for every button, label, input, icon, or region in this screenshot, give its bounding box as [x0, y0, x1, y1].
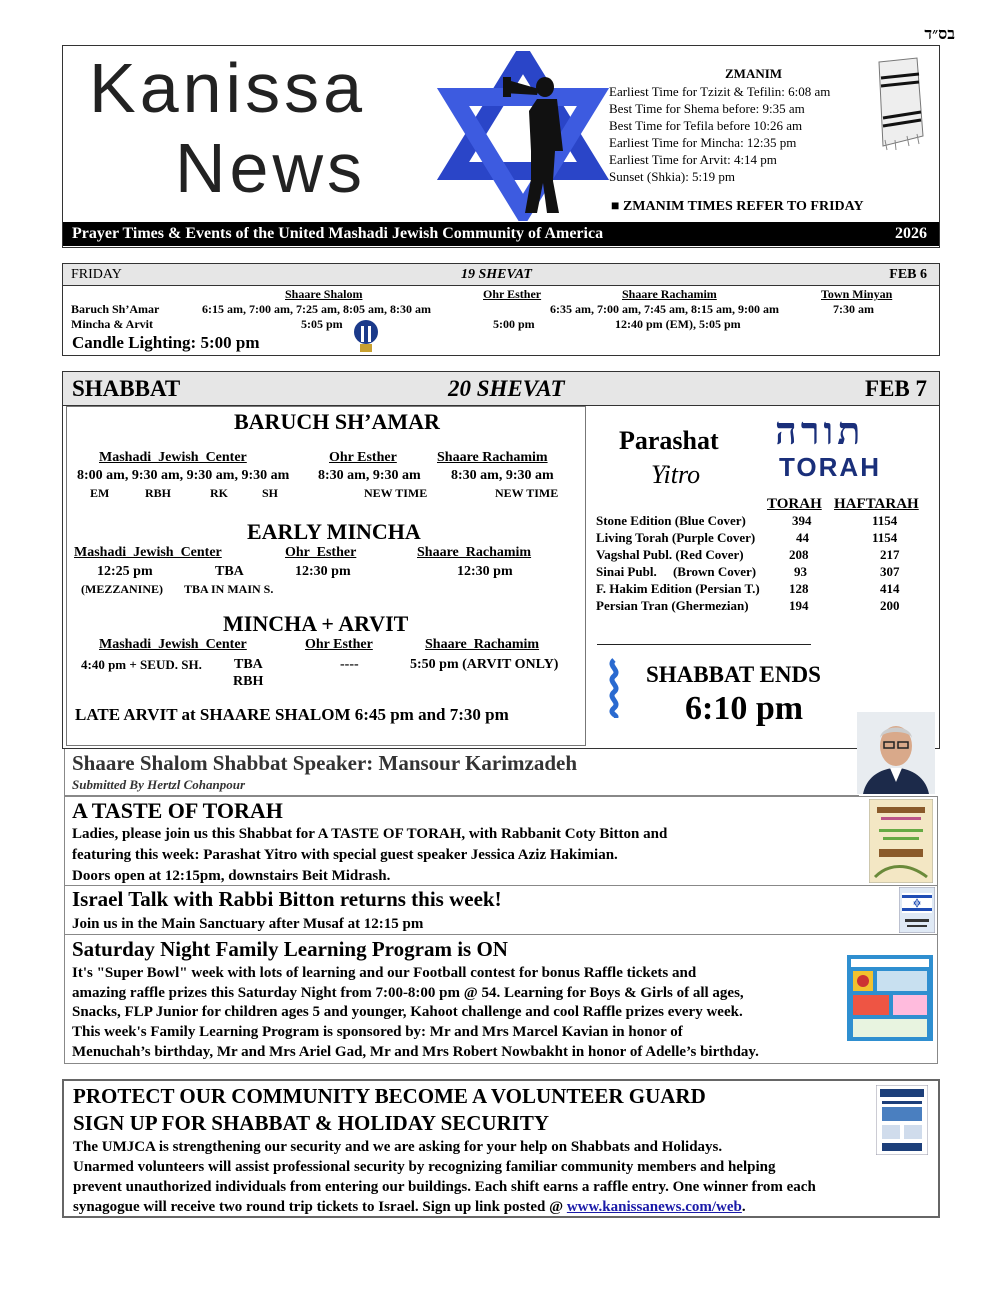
- israel-talk-block: [64, 886, 938, 935]
- torah-col-heading: TORAH: [767, 496, 822, 512]
- zmanim-item: Best Time for Tefila before 10:26 am: [609, 118, 803, 133]
- baruch-heading: BARUCH SH’AMAR: [234, 409, 440, 434]
- mincha-arvit-mjc-time: TBA: [234, 657, 263, 672]
- edition-name: Vagshal Publ. (Red Cover): [596, 547, 744, 562]
- edition-row: [596, 530, 936, 547]
- shabbat-day: SHABBAT: [72, 376, 181, 401]
- family-learning-block: [64, 935, 938, 1064]
- baruch-mjc-label: SH: [262, 486, 279, 500]
- edition-haftarah: 200: [880, 598, 900, 613]
- mincha-arvit-ohr-time: ----: [340, 657, 359, 672]
- shabbat-hebrew-date: 20 SHEVAT: [448, 376, 565, 401]
- friday-col-shaare-shalom: Shaare Shalom: [285, 287, 363, 301]
- mincha-arvit-col-mjc: Mashadi Jewish Center: [99, 637, 247, 652]
- torah-logo: TORAH: [779, 452, 881, 482]
- edition-name: Living Torah (Purple Cover): [596, 530, 756, 545]
- israel-flag-flyer-icon: [899, 887, 935, 933]
- taste-title: A TASTE OF TORAH: [72, 798, 283, 823]
- israel-talk-line: Join us in the Main Sanctuary after Musaf at 12:15 pm: [72, 916, 424, 932]
- friday-date: FEB 6: [889, 267, 927, 282]
- zmanim-list: [609, 83, 830, 185]
- parasha-name: Yitro: [651, 460, 701, 489]
- baruch-sr-note: NEW TIME: [495, 486, 559, 500]
- family-learning-line: Snacks, FLP Junior for children ages 5 and younger, Kahoot challenge and cool Raffle prizes every week.: [72, 1004, 743, 1020]
- security-line-last: [73, 1197, 746, 1217]
- speaker-submitted-by: Submitted By Hertzl Cohanpour: [72, 777, 246, 792]
- early-mincha-mjc-time: TBA: [215, 564, 244, 579]
- security-line: The UMJCA is strengthening our security and we are asking for your help on Shabbats and Holidays.: [73, 1139, 723, 1155]
- zmanim-item: Best Time for Shema before: 9:35 am: [609, 101, 805, 116]
- friday-col-ohr-esther: Ohr Esther: [483, 287, 542, 301]
- edition-torah: 194: [789, 598, 809, 613]
- security-line: Unarmed volunteers will assist professional security by recognizing familiar community members and helping: [73, 1159, 776, 1175]
- kanissanews-link[interactable]: www.kanissanews.com/web: [566, 1199, 742, 1215]
- shabbat-header-bar: [63, 372, 939, 406]
- friday-row-label: Mincha & Arvit: [71, 317, 153, 331]
- security-section: [62, 1079, 940, 1218]
- edition-name: Persian Tran (Ghermezian): [596, 598, 749, 613]
- friday-col-shaare-rachamim: Shaare Rachamim: [622, 287, 717, 301]
- baruch-mjc-label: RBH: [145, 486, 172, 500]
- baruch-ohr-note: NEW TIME: [364, 486, 428, 500]
- early-mincha-mjc-note: TBA IN MAIN S.: [184, 582, 274, 596]
- early-mincha-col-mjc: Mashadi Jewish Center: [74, 545, 222, 560]
- baruch-mjc-label: EM: [90, 486, 110, 500]
- shabbat-ends-label: SHABBAT ENDS: [646, 662, 821, 687]
- security-line: prevent unauthorized individuals from entering our buildings. Each shift earns a raffle entry. One winner from each: [73, 1179, 816, 1195]
- zmanim-item: Earliest Time for Tzizit & Tefilin: 6:08 am: [609, 84, 831, 99]
- star-of-david-shofar-logo: [433, 51, 613, 221]
- edition-row: [596, 547, 936, 564]
- edition-name: F. Hakim Edition (Persian T.): [596, 581, 760, 596]
- bsd-mark: בס״ד: [924, 26, 955, 43]
- late-arvit: LATE ARVIT at SHAARE SHALOM 6:45 pm and 7:30 pm: [75, 705, 509, 724]
- early-mincha-ohr-time: 12:30 pm: [295, 564, 351, 579]
- early-mincha-col-sr: Shaare Rachamim: [417, 545, 532, 560]
- mincha-arvit-sr-time: 5:50 pm (ARVIT ONLY): [410, 657, 559, 672]
- early-mincha-heading: EARLY MINCHA: [247, 519, 421, 544]
- early-mincha-sr-time: 12:30 pm: [457, 564, 513, 579]
- friday-cell: 6:15 am, 7:00 am, 7:25 am, 8:05 am, 8:30 am: [202, 302, 431, 316]
- early-mincha-mjc-time: 12:25 pm: [97, 564, 153, 579]
- baruch-sr-times: 8:30 am, 9:30 am: [451, 468, 554, 483]
- family-learning-line: amazing raffle prizes this Saturday Night from 7:00-8:00 pm @ 54. Learning for Boys & Girls of all ages,: [72, 985, 744, 1001]
- baruch-ohr-times: 8:30 am, 9:30 am: [318, 468, 421, 483]
- friday-col-town-minyan: Town Minyan: [821, 287, 893, 301]
- banner-text: Prayer Times & Events of the United Mashadi Jewish Community of America: [72, 225, 604, 242]
- edition-name: Stone Edition (Blue Cover): [596, 513, 746, 528]
- edition-torah: 44: [796, 530, 809, 545]
- friday-cell: 6:35 am, 7:00 am, 7:45 am, 8:15 am, 9:00 am: [550, 302, 779, 316]
- mincha-arvit-mjc-time: 4:40 pm + SEUD. SH.: [81, 657, 202, 672]
- baruch-col-ohr: Ohr Esther: [329, 450, 397, 465]
- candles-icon: [353, 318, 379, 354]
- tallit-icon: [869, 56, 929, 151]
- zmanim-item: Earliest Time for Arvit: 4:14 pm: [609, 152, 777, 167]
- parasha-divider: [597, 644, 811, 645]
- speaker-block: [64, 749, 859, 796]
- mincha-arvit-heading: MINCHA + ARVIT: [223, 611, 409, 636]
- security-title-1: PROTECT OUR COMMUNITY BECOME A VOLUNTEER GUARD: [73, 1084, 706, 1108]
- editions-table: [596, 513, 936, 615]
- masthead: [62, 45, 940, 248]
- parasha-label: Parashat: [619, 426, 719, 455]
- edition-row: [596, 513, 936, 530]
- masthead-title-line2: News: [175, 129, 367, 207]
- baruch-col-sr: Shaare Rachamim: [437, 450, 548, 465]
- edition-name: Sinai Publ. (Brown Cover): [596, 564, 757, 579]
- edition-haftarah: 307: [880, 564, 900, 579]
- security-line-suffix: .: [741, 1199, 746, 1215]
- masthead-banner: [63, 222, 939, 246]
- friday-cell: 12:40 pm (EM), 5:05 pm: [615, 317, 741, 331]
- zmanim-heading: ZMANIM: [725, 66, 783, 81]
- friday-cell: 5:00 pm: [493, 317, 535, 331]
- shabbat-ends-time: 6:10 pm: [685, 690, 804, 727]
- edition-torah: 128: [789, 581, 809, 596]
- baruch-mjc-times: 8:00 am, 9:30 am, 9:30 am, 9:30 am: [77, 468, 290, 483]
- mincha-arvit-col-ohr: Ohr Esther: [305, 637, 373, 652]
- taste-line: featuring this week: Parashat Yitro with special guest speaker Jessica Aziz Hakimian.: [72, 847, 618, 863]
- edition-torah: 394: [792, 513, 812, 528]
- friday-header-bar: [63, 264, 939, 286]
- taste-line: Ladies, please join us this Shabbat for A TASTE OF TORAH, with Rabbanit Coty Bitton and: [72, 826, 668, 842]
- taste-of-torah-block: [64, 796, 938, 886]
- speaker-portrait-icon: [857, 712, 935, 794]
- taste-of-torah-flyer-icon: [869, 799, 933, 883]
- security-flyer-icon: [876, 1085, 928, 1155]
- torah-hebrew-logo: תורה: [775, 411, 865, 453]
- friday-cell: 7:30 am: [833, 302, 874, 316]
- edition-haftarah: 414: [880, 581, 900, 596]
- edition-row: [596, 581, 936, 598]
- edition-haftarah: 1154: [872, 513, 898, 528]
- edition-torah: 208: [789, 547, 809, 562]
- edition-haftarah: 1154: [872, 530, 898, 545]
- speaker-photo: [857, 712, 935, 794]
- baruch-mjc-label: RK: [210, 486, 228, 500]
- mincha-arvit-col-sr: Shaare Rachamim: [425, 637, 540, 652]
- candle-lighting: Candle Lighting: 5:00 pm: [72, 333, 260, 352]
- security-title-2: SIGN UP FOR SHABBAT & HOLIDAY SECURITY: [73, 1111, 550, 1135]
- edition-row: [596, 598, 936, 615]
- blue-ornament-icon: [605, 658, 623, 718]
- friday-section: [62, 263, 940, 356]
- shabbat-section: [62, 371, 940, 749]
- zmanim-item: Earliest Time for Mincha: 12:35 pm: [609, 135, 797, 150]
- friday-day: FRIDAY: [71, 267, 122, 282]
- edition-haftarah: 217: [880, 547, 900, 562]
- friday-hebrew-date: 19 SHEVAT: [461, 267, 532, 282]
- edition-row: [596, 564, 936, 581]
- family-learning-title: Saturday Night Family Learning Program is ON: [72, 937, 508, 961]
- family-learning-line: This week's Family Learning Program is sponsored by: Mr and Mrs Marcel Kavian in honor of: [72, 1024, 683, 1040]
- speaker-title: Shaare Shalom Shabbat Speaker: Mansour Karimzadeh: [72, 751, 578, 775]
- security-line-prefix: synagogue will receive two round trip tickets to Israel. Sign up link posted @: [73, 1199, 567, 1215]
- edition-torah: 93: [794, 564, 807, 579]
- early-mincha-col-ohr: Ohr Esther: [285, 545, 357, 560]
- masthead-title-line1: Kanissa: [89, 49, 367, 127]
- banner-year: 2026: [895, 225, 927, 242]
- israel-talk-title: Israel Talk with Rabbi Bitton returns this week!: [72, 887, 502, 911]
- parasha-panel: [589, 406, 939, 746]
- zmanim-item: Sunset (Shkia): 5:19 pm: [609, 169, 736, 184]
- family-learning-line: It's "Super Bowl" week with lots of learning and our Football contest for bonus Raffle tickets and: [72, 965, 697, 981]
- baruch-col-mjc: Mashadi Jewish Center: [99, 450, 247, 465]
- haftarah-col-heading: HAFTARAH: [834, 496, 919, 512]
- shabbat-times-panel: [66, 406, 586, 746]
- friday-cell: 5:05 pm: [301, 317, 343, 331]
- zmanim-note: ■ ZMANIM TIMES REFER TO FRIDAY: [611, 199, 864, 214]
- family-learning-flyer-icon: [847, 955, 933, 1041]
- shabbat-date: FEB 7: [865, 376, 927, 401]
- friday-row-label: Baruch Sh’Amar: [71, 302, 160, 316]
- mincha-arvit-mjc-time: RBH: [233, 674, 264, 689]
- early-mincha-mjc-note: (MEZZANINE): [81, 582, 164, 596]
- taste-line: Doors open at 12:15pm, downstairs Beit Midrash.: [72, 868, 391, 884]
- family-learning-line: Menuchah’s birthday, Mr and Mrs Ariel Gad, Mr and Mrs Robert Nowbakht in honor of Adelle’s birthday.: [72, 1044, 759, 1060]
